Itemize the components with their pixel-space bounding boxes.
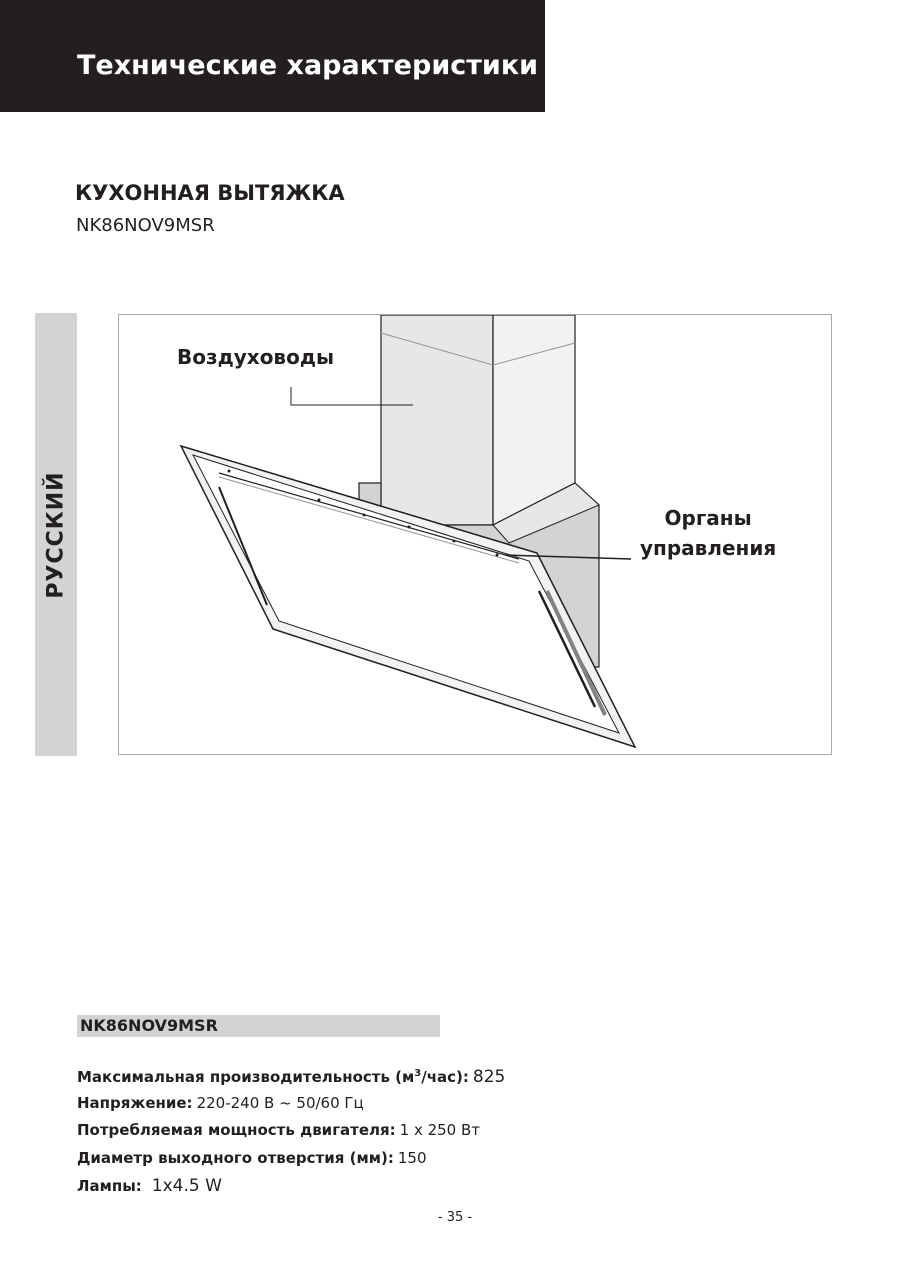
- page-number: - 35 -: [437, 1210, 473, 1225]
- page-title: Технические характеристики: [77, 50, 539, 81]
- spec-row-voltage: [77, 1094, 364, 1112]
- chimney-duct-front: [381, 315, 493, 525]
- control-button: [496, 554, 499, 557]
- spec-value: 1 x 250 Вт: [399, 1121, 481, 1139]
- spec-label: Потребляемая мощность двигателя:: [77, 1121, 396, 1139]
- spec-label-superscript: 3: [414, 1068, 422, 1079]
- spec-label: Диаметр выходного отверстия (мм):: [77, 1149, 394, 1167]
- product-name: КУХОННАЯ ВЫТЯЖКА: [75, 181, 345, 205]
- control-button: [408, 526, 411, 529]
- spec-row-lamps: [77, 1176, 222, 1196]
- control-button: [228, 470, 231, 473]
- language-tab-label: РУССКИЙ: [43, 471, 69, 599]
- control-button: [363, 514, 366, 517]
- control-button: [318, 499, 321, 502]
- spec-row-outlet-diameter: [77, 1149, 427, 1167]
- control-button: [453, 540, 456, 543]
- spec-label: Напряжение:: [77, 1094, 193, 1112]
- callout-controls-line1: Органы: [664, 506, 752, 530]
- spec-value: 150: [397, 1149, 427, 1167]
- spec-label: [77, 1068, 469, 1086]
- product-model: NK86NOV9MSR: [76, 215, 215, 236]
- header-band: [0, 0, 545, 112]
- spec-label-part: Максимальная производительность (м: [77, 1068, 415, 1086]
- spec-value: 1x4.5 W: [151, 1176, 222, 1196]
- spec-value: 825: [472, 1067, 506, 1087]
- spec-value: 220-240 В ~ 50/60 Гц: [196, 1094, 364, 1112]
- spec-label: Лампы:: [77, 1177, 142, 1195]
- spec-row-motor-power: [77, 1121, 480, 1139]
- spec-row-capacity: [77, 1067, 505, 1087]
- callout-controls-line2: управления: [640, 536, 777, 560]
- callout-ducts: Воздуховоды: [177, 345, 335, 369]
- callout-controls: [640, 503, 776, 563]
- spec-label-part: /час):: [421, 1068, 469, 1086]
- spec-model: NK86NOV9MSR: [80, 1016, 218, 1035]
